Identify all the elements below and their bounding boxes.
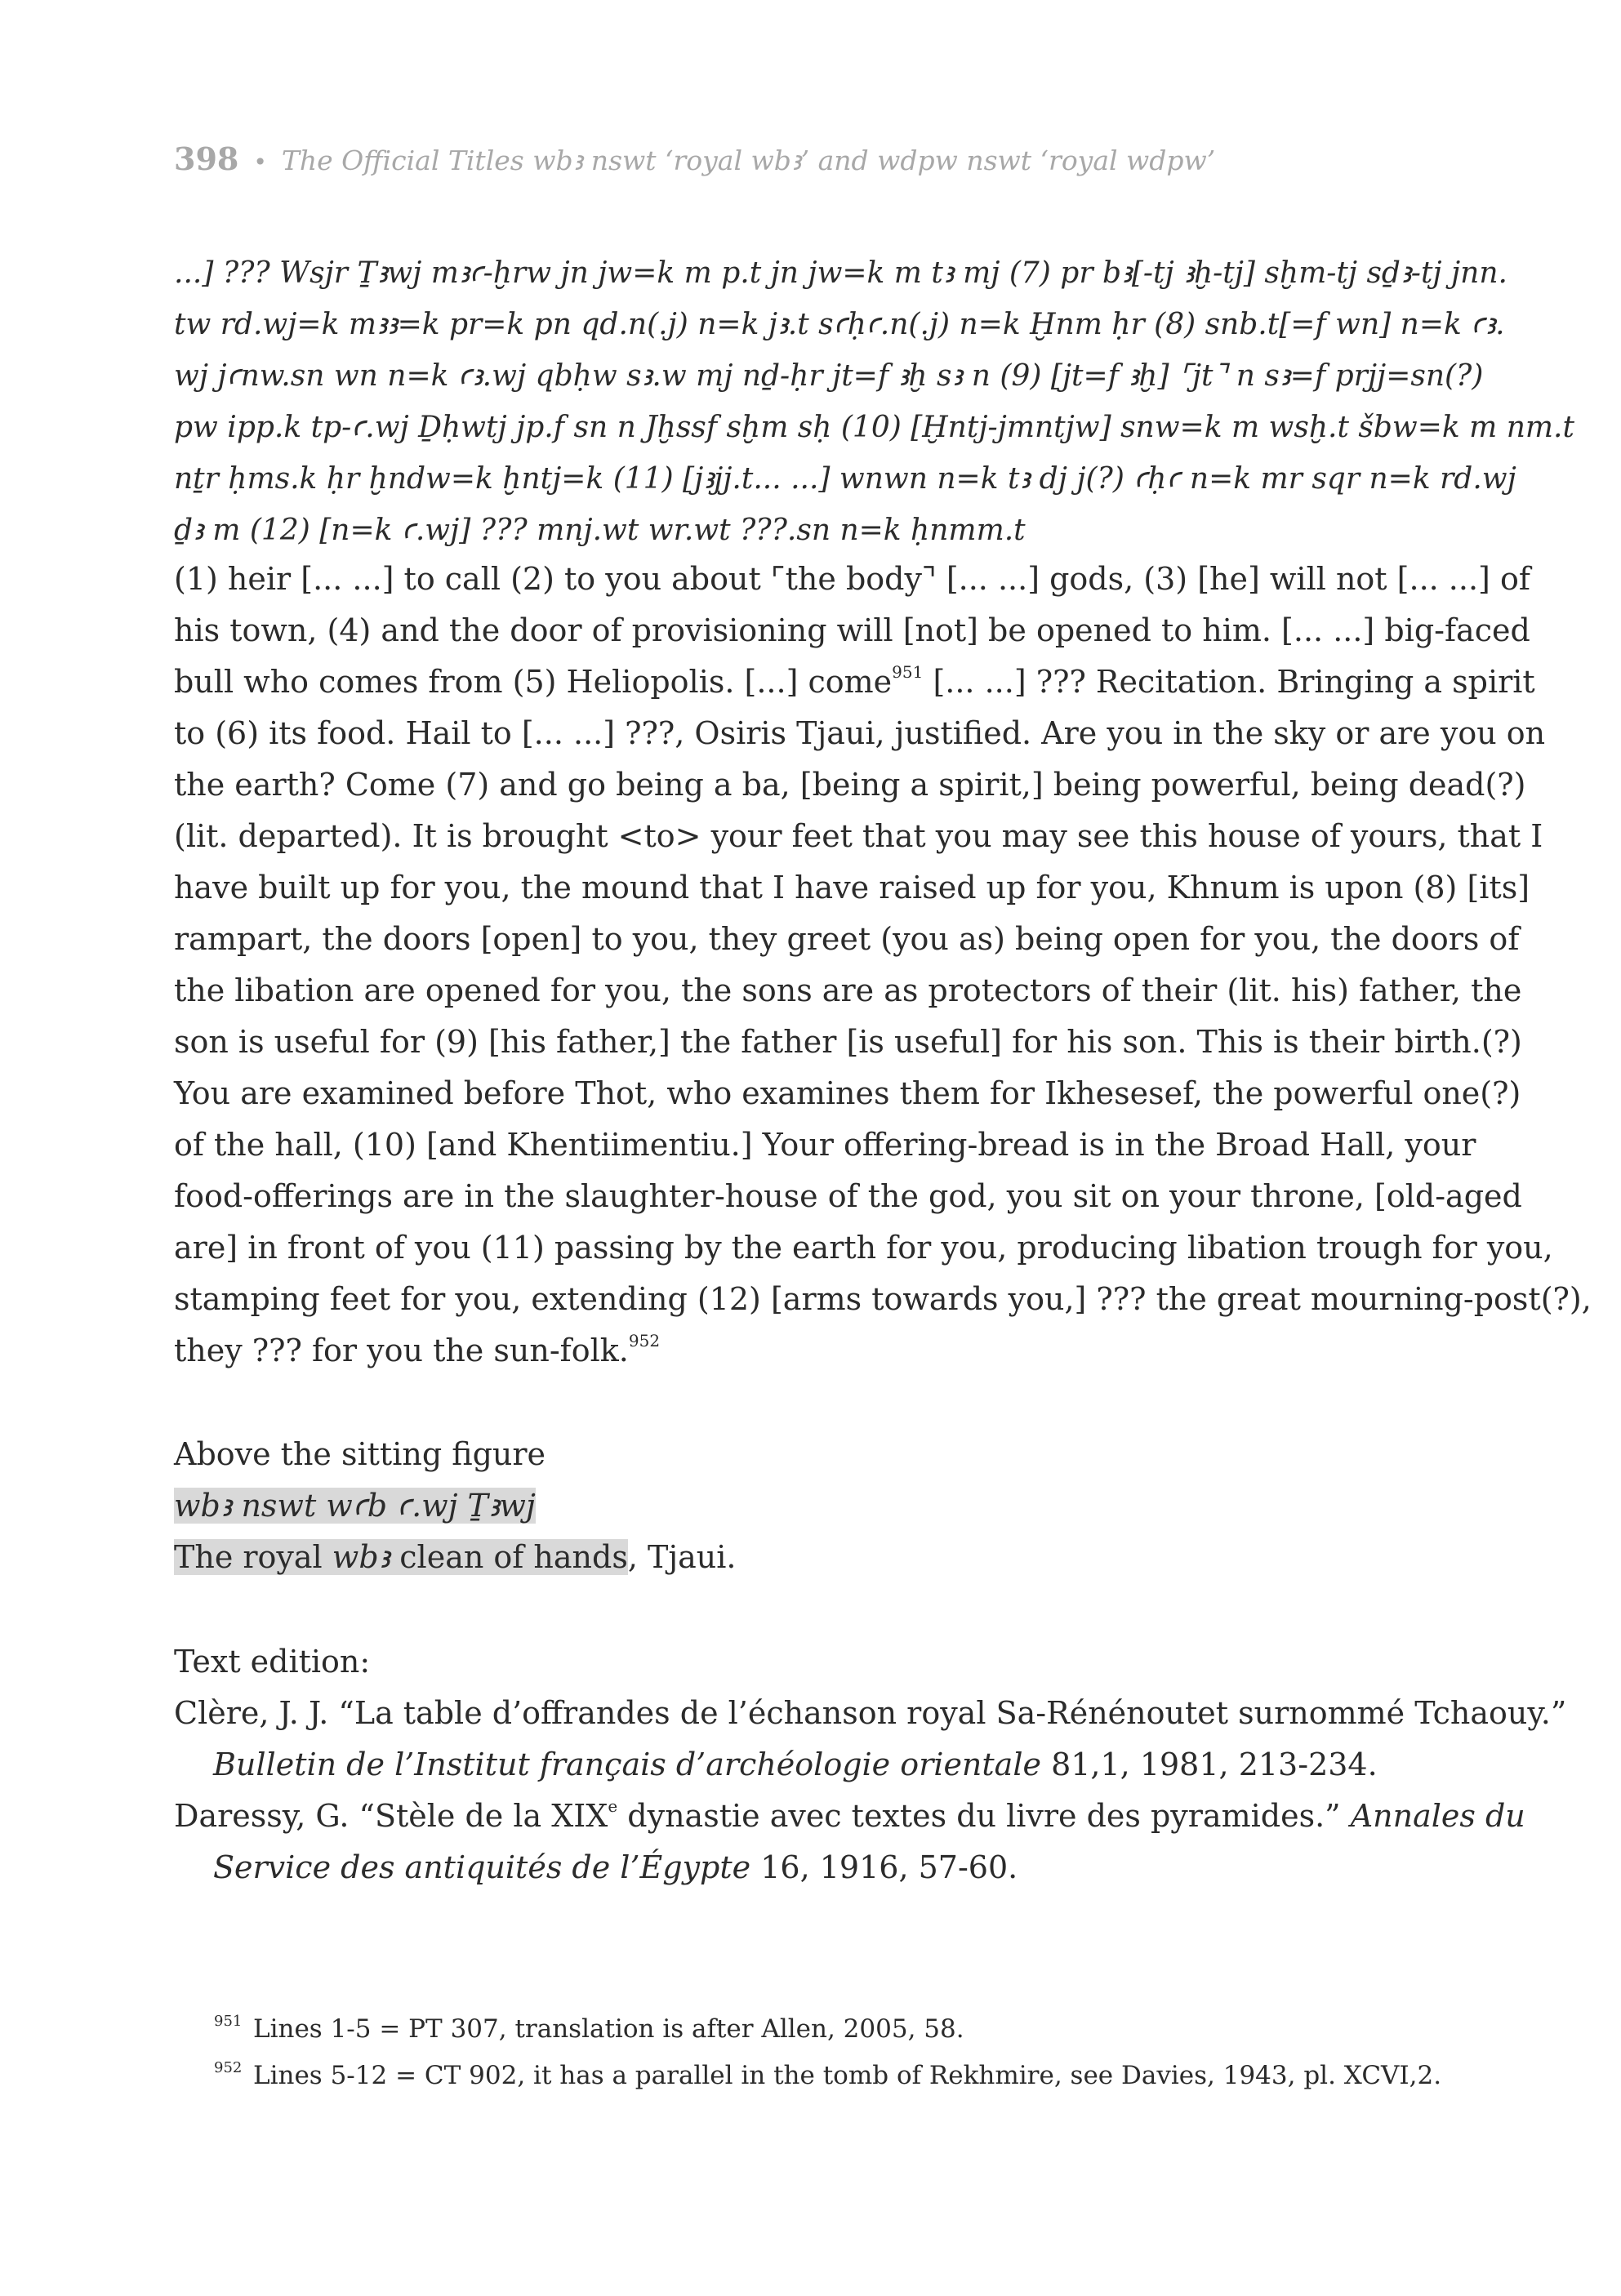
translation-line: son is useful for (9) [his father,] the father [is useful] for his son. This is their birth.(?) xyxy=(174,1024,1522,1060)
running-title: The Official Titles wbꜣ nswt ‘royal wbꜣ’ and wdpw nswt ‘royal wdpw’ xyxy=(281,145,1216,176)
translation-line: of the hall, (10) [and Khentiimentiu.] Your offering-bread is in the Broad Hall, your xyxy=(174,1127,1476,1163)
footnote-951: 951 Lines 1-5 = PT 307, translation is after Allen, 2005, 58. xyxy=(214,2013,964,2044)
caption-heading: Above the sitting figure xyxy=(174,1436,546,1472)
reference-daressy: Daressy, G. “Stèle de la XIXe dynastie avec textes du livre des pyramides.” Annales du xyxy=(174,1796,1525,1834)
caption-translit: wbꜣ nswt wꜥb ꜥ.wj Ṯꜣwj xyxy=(174,1488,536,1524)
translation-block xyxy=(174,554,1592,1377)
translation-line: food-offerings are in the slaughter-house of the god, you sit on your throne, [old-aged xyxy=(174,1178,1522,1214)
translation-line: You are examined before Thot, who examines them for Ikhesesef, the powerful one(?) xyxy=(174,1075,1521,1111)
translation-line: stamping feet for you, extending (12) [arms towards you,] ??? the great mourning-post(?), xyxy=(174,1281,1592,1317)
highlighted-translation: The royal wbꜣ clean of hands xyxy=(174,1539,628,1575)
reference-clere-journal: Bulletin de l’Institut français d’archéologie orientale 81,1, 1981, 213-234. xyxy=(213,1746,1378,1782)
transliteration-block xyxy=(174,247,1574,556)
running-header xyxy=(174,140,1481,177)
footnote-ref-951[interactable]: 951 xyxy=(892,662,924,682)
translation-line: bull who comes from (5) Heliopolis. [...] come$^{951}$ [... ...] ??? Recitation. Bringing a spirit xyxy=(174,662,1535,700)
translation-line: are] in front of you (11) passing by the earth for you, producing libation trough for you, xyxy=(174,1230,1553,1266)
translation-line: they ??? for you the sun-folk.$^{952}$ xyxy=(174,1331,661,1368)
translation-line: (lit. departed). It is brought <to> your feet that you may see this house of yours, that I xyxy=(174,818,1543,854)
translation-line: his town, (4) and the door of provisioning will [not] be opened to him. [... ...] big-faced xyxy=(174,612,1530,648)
footnote-952: 952 Lines 5-12 = CT 902, it has a parallel in the tomb of Rekhmire, see Davies, 1943, pl. XCVI,2. xyxy=(214,2059,1442,2090)
reference-daressy-journal: Service des antiquités de l’Égypte 16, 1916, 57-60. xyxy=(213,1849,1018,1885)
reference-clere: Clère, J. J. “La table d’offrandes de l’échanson royal Sa-Rénénoutet surnommé Tchaouy.” xyxy=(174,1695,1567,1731)
figure-caption xyxy=(174,1429,1448,1583)
text-edition-references xyxy=(174,1636,1567,1893)
translit-line: nṯr ḥms.k ḥr ḫndw=k ḫntj=k (11) [jꜣjj.t... ...] wnwn n=k tꜣ dj j(?) ꜥḥꜥ n=k mr sqr n=k rd.wj xyxy=(174,462,1516,496)
caption-translit-line xyxy=(174,1480,1448,1532)
translit-line: ...] ??? Wsjr Ṯꜣwj mꜣꜥ-ḫrw jn jw=k m p.t jn jw=k m tꜣ mj (7) pr bꜣ[-tj ꜣḫ-tj] sḫm-tj sḏꜣ-tj jnn. xyxy=(174,256,1507,290)
translation-line: the earth? Come (7) and go being a ba, [being a spirit,] being powerful, being dead(?) xyxy=(174,767,1526,803)
translit-line: ḏꜣ m (12) [n=k ꜥ.wj] ??? mnj.wt wr.wt ???.sn n=k ḥnmm.t xyxy=(174,514,1026,547)
translation-line: rampart, the doors [open] to you, they greet (you as) being open for you, the doors of xyxy=(174,921,1520,957)
translation-line: to (6) its food. Hail to [... ...] ???, Osiris Tjaui, justified. Are you in the sky or are you on xyxy=(174,715,1546,751)
translation-line: have built up for you, the mound that I have raised up for you, Khnum is upon (8) [its] xyxy=(174,870,1530,905)
footnotes xyxy=(214,2002,1442,2095)
translit-line: wj jꜥnw.sn wn n=k ꜥꜣ.wj qbḥw sꜣ.w mj nḏ-ḥr jt=f ꜣḫ sꜣ n (9) [jt=f ꜣḫ] ⌜jt⌝ n sꜣ=f prjj=sn(?) xyxy=(174,359,1484,393)
caption-translation: The royal wbꜣ clean of hands, Tjaui. xyxy=(174,1539,737,1575)
references-heading: Text edition: xyxy=(174,1644,371,1680)
page-number: 398 xyxy=(174,140,239,177)
footnote-ref-952[interactable]: 952 xyxy=(628,1331,661,1350)
translit-line: tw rd.wj=k mꜣꜣ=k pr=k pn qd.n(.j) n=k jꜣ.t sꜥḥꜥ.n(.j) n=k Ḫnm ḥr (8) snb.t[=f wn] n=k ꜥꜣ. xyxy=(174,308,1505,341)
translit-line: pw ipp.k tp-ꜥ.wj Ḏḥwtj jp.f sn n Jḫssf sḫm sḥ (10) [Ḫntj-jmntjw] snw=k m wsḫ.t šbw=k m nm.t xyxy=(174,411,1574,444)
translation-line: the libation are opened for you, the sons are as protectors of their (lit. his) father, the xyxy=(174,972,1522,1008)
translation-line: (1) heir [... ...] to call (2) to you about ⌜the body⌝ [... ...] gods, (3) [he] will not [... ...] of xyxy=(174,561,1530,597)
header-separator: • xyxy=(253,149,267,176)
